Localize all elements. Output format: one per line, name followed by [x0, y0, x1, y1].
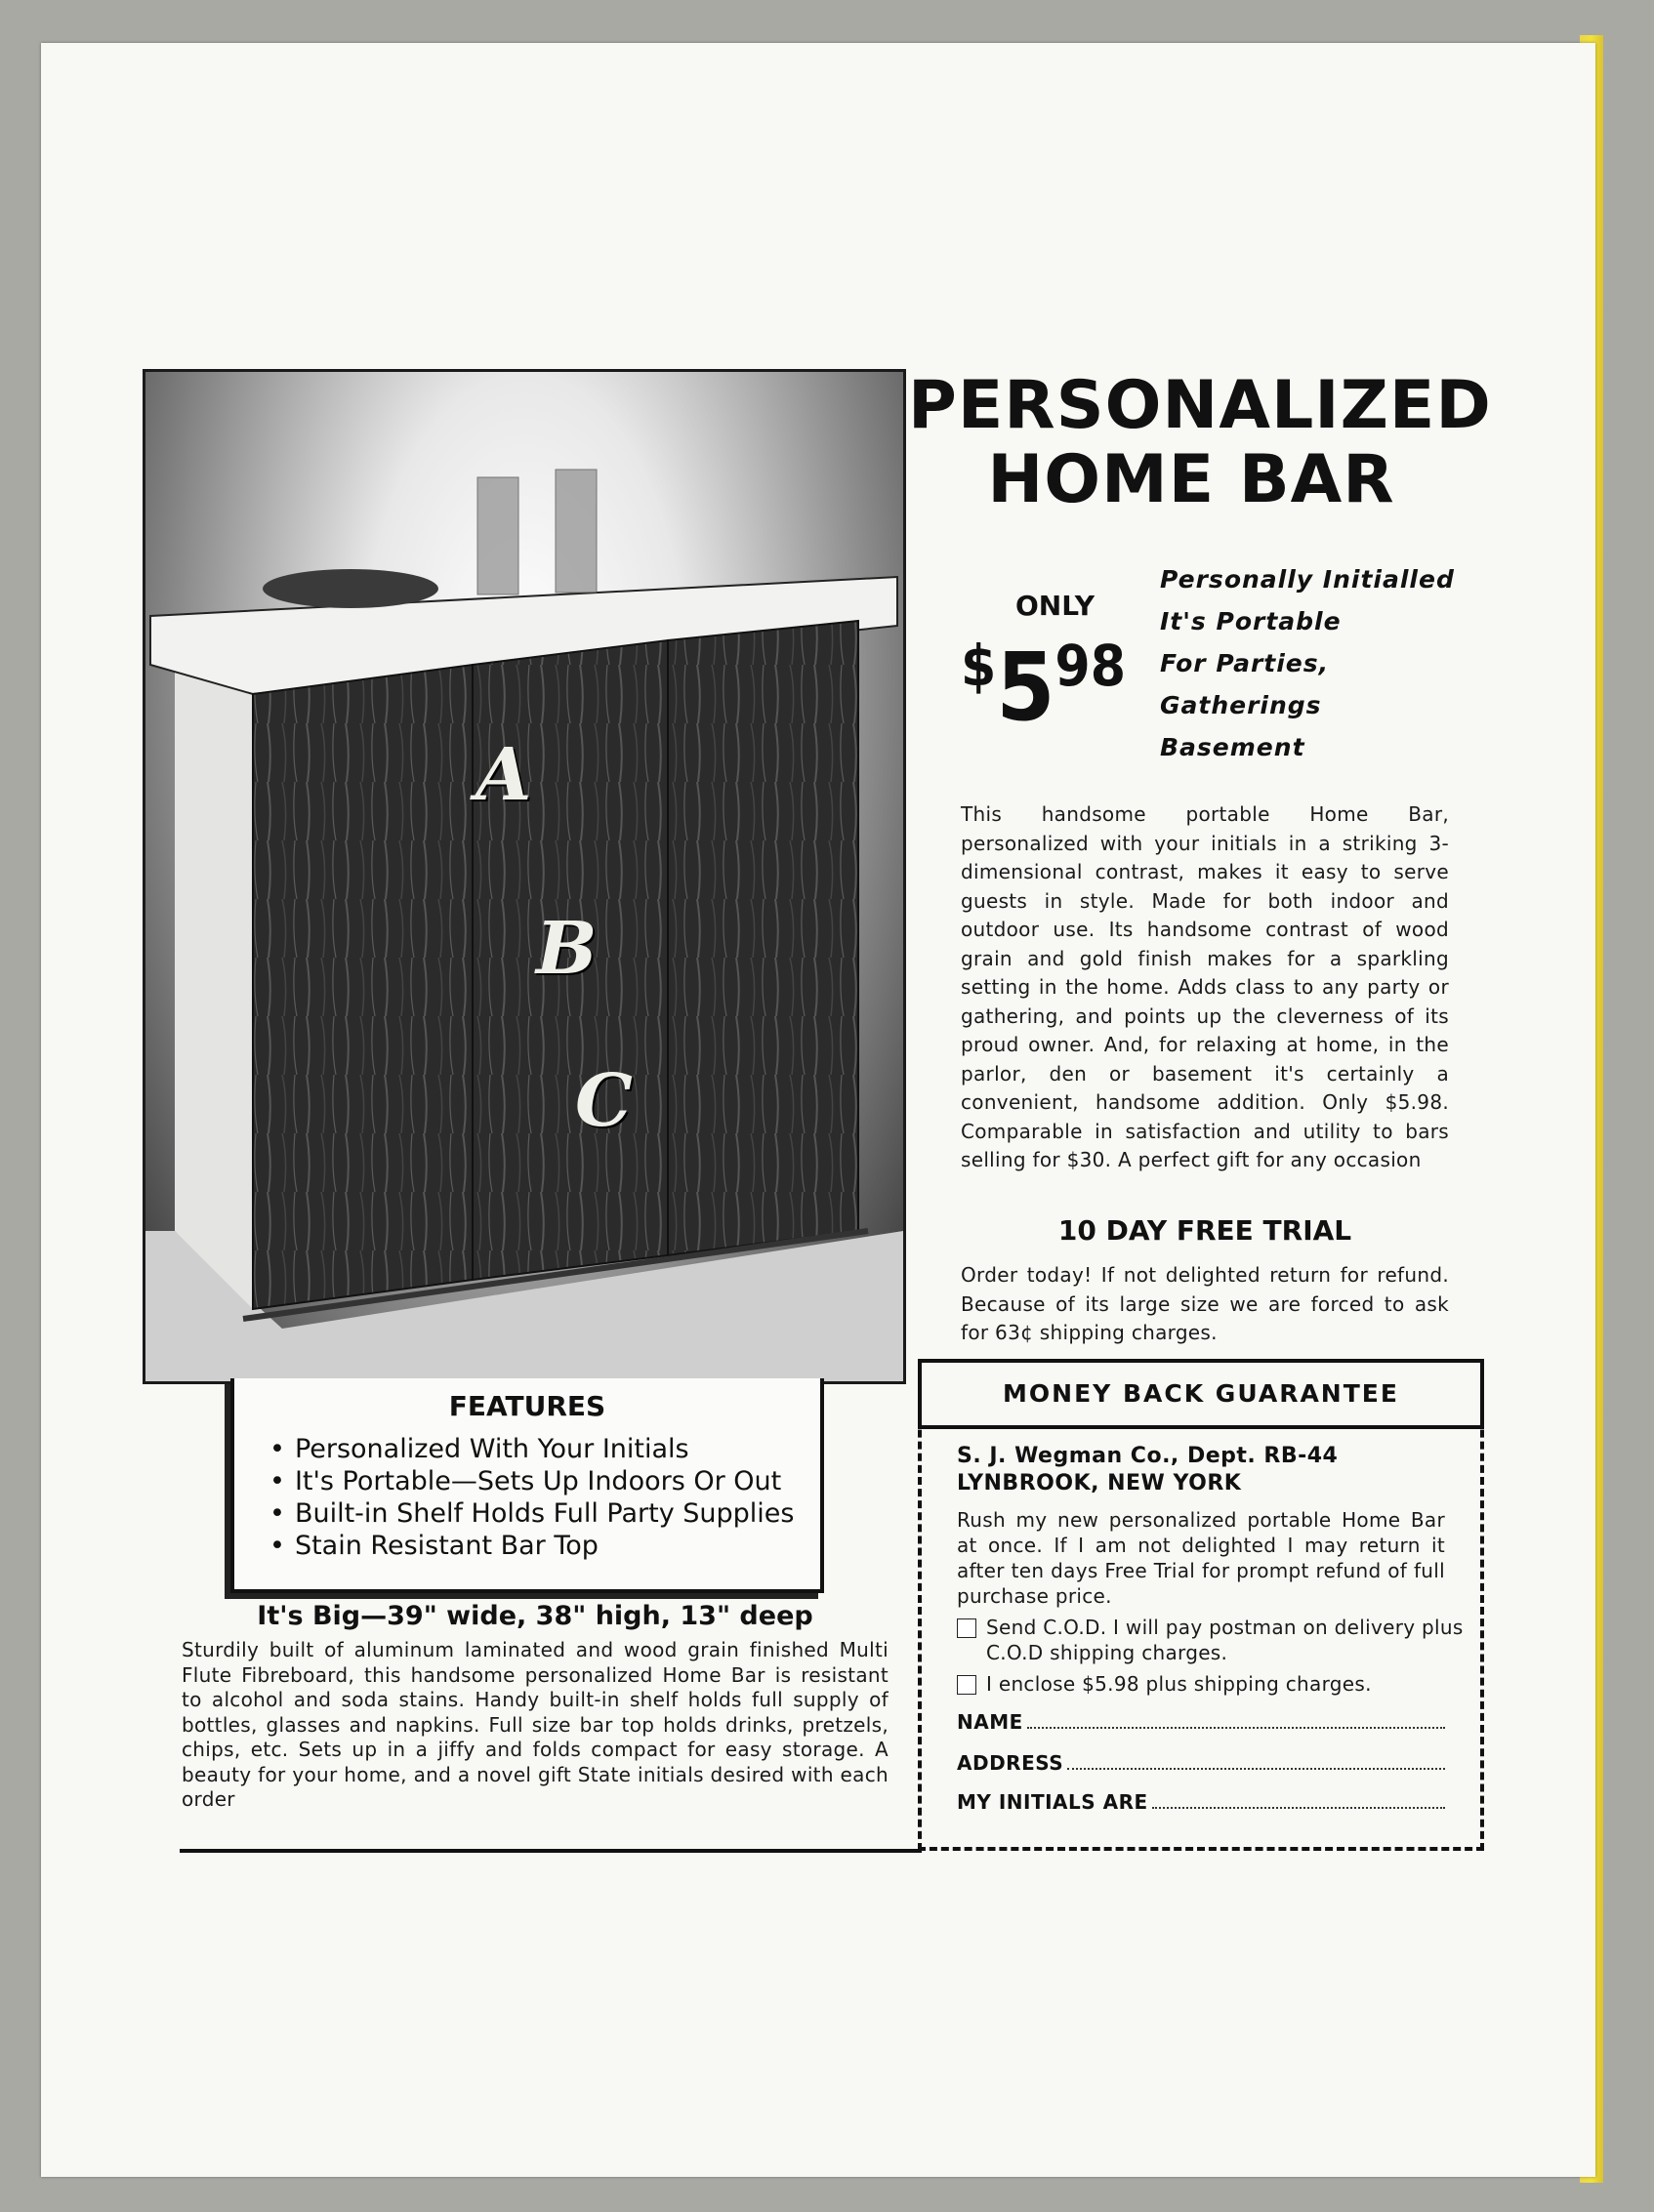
- name-line[interactable]: [1027, 1727, 1445, 1729]
- list-item: • Stain Resistant Bar Top: [269, 1530, 795, 1562]
- coupon-heading: MONEY BACK GUARANTEE: [922, 1363, 1480, 1429]
- option-enclose[interactable]: [957, 1671, 1465, 1697]
- features-box: [230, 1378, 824, 1593]
- price-tag: [961, 633, 1126, 742]
- product-description: This handsome portable Home Bar, personalized with your initials in a striking 3-dimensional contrast, makes it easy to serve guests in style. Made for both indoor and outdoor use. Its handsome contrast of wood grain and gold finish makes for a sparkling setting in the home. Adds class to any party or gathering, and points up the cleverness of its proud owner. And, for relaxing at home, in the parlor, den or basement it's certainly a convenient, handsome addition. Only $5.98. Comparable in satisfaction and utility to bars selling for $30. A perfect gift for any occasion: [961, 802, 1449, 1171]
- list-item: • Personalized With Your Initials: [269, 1433, 795, 1465]
- home-bar-illustration: [145, 372, 903, 1381]
- home-bar-photo: [143, 369, 906, 1384]
- address-line[interactable]: [1067, 1768, 1445, 1770]
- list-item: • Built-in Shelf Holds Full Party Supplies: [269, 1497, 795, 1530]
- features-title: FEATURES: [448, 1390, 606, 1422]
- tagline: It's Portable: [1160, 607, 1342, 635]
- price-only-label: ONLY: [1015, 590, 1095, 622]
- cod-label: Send C.O.D. I will pay postman on delivery plus C.O.D shipping charges.: [986, 1616, 1464, 1664]
- initials-label: MY INITIALS ARE: [957, 1790, 1148, 1814]
- price-dollar-sign: $: [961, 633, 997, 699]
- coupon-order-text: Rush my new personalized portable Home Bar at once. If I am not delighted I may return it after ten days Free Trial for prompt refund of full purchase price.: [957, 1508, 1445, 1608]
- coupon-address: [957, 1443, 1338, 1497]
- option-cod[interactable]: [957, 1615, 1465, 1665]
- features-list: [269, 1433, 795, 1562]
- list-item: • It's Portable—Sets Up Indoors Or Out: [269, 1465, 795, 1497]
- headline-line-1: PERSONALIZED: [908, 367, 1492, 444]
- size-description: Sturdily built of aluminum laminated and wood grain finished Multi Flute Fibreboard, this handsome personalized Home Bar is resistant to alcohol and soda stains. Handy built-in shelf holds full supply of bottles, glasses and napkins. Full size bar top holds drinks, pretzels, chips, etc. Sets up in a jiffy and folds compact for easy storage. A beauty for your home, and a novel gift State initials desired with each order: [182, 1638, 889, 1811]
- magazine-back-cover: [41, 43, 1595, 2177]
- company-name: S. J. Wegman Co., Dept. RB-44: [957, 1444, 1339, 1468]
- ad-headline: [908, 367, 1492, 518]
- price-cents: 98: [1054, 633, 1127, 699]
- monogram-initial-b: B: [536, 907, 598, 991]
- monogram-initial-c: C: [575, 1059, 633, 1143]
- tagline: For Parties,: [1160, 649, 1330, 677]
- address-label: ADDRESS: [957, 1751, 1064, 1775]
- company-city: LYNBROOK, NEW YORK: [957, 1471, 1242, 1495]
- enclose-checkbox[interactable]: [957, 1675, 976, 1695]
- price-whole: 5: [996, 633, 1055, 742]
- free-trial-heading: 10 DAY FREE TRIAL: [1057, 1214, 1352, 1247]
- enclose-label: I enclose $5.98 plus shipping charges.: [986, 1672, 1372, 1696]
- free-trial-text: Order today! If not delighted return for refund. Because of its large size we are forced to ask for 63¢ shipping charges.: [961, 1263, 1449, 1344]
- initials-field[interactable]: [957, 1784, 1445, 1814]
- tagline: Personally Initialled: [1160, 565, 1455, 594]
- size-heading: It's Big—39" wide, 38" high, 13" deep: [257, 1601, 813, 1631]
- tagline: Gatherings: [1160, 691, 1322, 719]
- taglines: [1160, 558, 1482, 768]
- initials-line[interactable]: [1152, 1807, 1445, 1809]
- address-field[interactable]: [957, 1745, 1445, 1775]
- order-coupon: [918, 1359, 1484, 1851]
- headline-line-2: HOME BAR: [987, 441, 1395, 518]
- bottom-rule: [180, 1849, 922, 1853]
- name-field[interactable]: [957, 1704, 1445, 1734]
- monogram-initial-a: A: [476, 733, 532, 817]
- tagline: Basement: [1160, 733, 1305, 761]
- name-label: NAME: [957, 1710, 1023, 1734]
- cod-checkbox[interactable]: [957, 1618, 976, 1638]
